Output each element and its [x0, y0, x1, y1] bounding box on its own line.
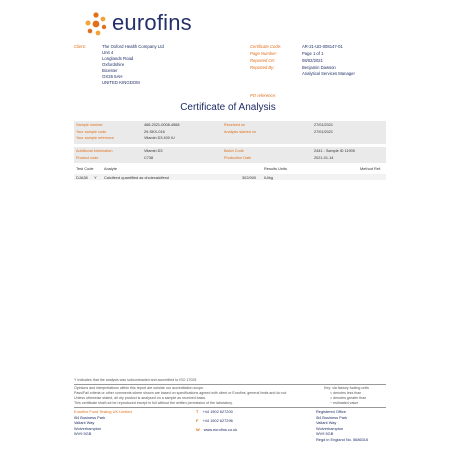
- key-legend: [324, 386, 369, 406]
- table-row: [74, 174, 386, 180]
- your-code-value: 29-SKX-016: [144, 130, 165, 134]
- batch-code-label: Batch Code: [224, 149, 244, 153]
- reg-line: Wolverhampton: [316, 425, 344, 431]
- client-label: Client:: [74, 44, 86, 49]
- client-line: Oxfordshire: [102, 62, 125, 67]
- analysis-started-value: 27/01/2021: [314, 130, 334, 134]
- divider: [74, 407, 386, 408]
- production-date-label: Production Date: [224, 156, 252, 160]
- additional-info-value: Vitamin D3: [144, 149, 163, 153]
- header-results-units: Results Units: [264, 166, 287, 171]
- registered-office: [316, 409, 368, 443]
- meta-value: Page 1 of 1: [302, 51, 324, 56]
- header-method-ref: Method Ref.: [360, 166, 382, 171]
- contact-key: W: [196, 427, 200, 432]
- contact-value: +44 1902 627200: [202, 409, 233, 414]
- contact-fax: [196, 418, 233, 423]
- meta-label: Page Number:: [250, 51, 277, 56]
- row-units: IU/kg: [264, 175, 274, 180]
- product-info-band: [74, 147, 386, 163]
- client-line: OX26 5AH: [102, 74, 123, 79]
- accreditation-note: Y Indicates that the analysis was subcontracted and accredited to ISO 17025: [74, 378, 197, 382]
- eurofins-logo: [84, 10, 204, 40]
- meta-value: AR-21-UD-008147-01: [302, 44, 343, 49]
- reg-line: i54 Business Park: [316, 414, 348, 420]
- client-line: Unit 4: [102, 50, 114, 55]
- your-code-label: Your sample code: [76, 130, 107, 134]
- key-item: ~ estimated value: [330, 401, 359, 405]
- disclaimer-line: Pass/Fail criteria or other comments where shown are based on specifications agreed with client or Eurofins' general limits and do not: [74, 391, 287, 395]
- lab-line: i54 Business Park: [74, 414, 106, 420]
- contact-web: [196, 427, 237, 432]
- contact-phone: [196, 409, 233, 414]
- disclaimer-line: Unless otherwise stated, all dry product is analysed on a sample as received basis.: [74, 396, 207, 400]
- meta-label: Reported On:: [250, 58, 276, 63]
- lab-line: WV9 5GB: [74, 431, 92, 437]
- row-accredited-mark: Y: [94, 175, 97, 180]
- contact-value: www.eurofins.co.uk: [203, 427, 238, 432]
- contact-value: +44 1902 627296: [202, 418, 233, 423]
- disclaimer-line: Opinions and interpretations within this report are outside our accreditation scope.: [74, 386, 205, 390]
- client-line: UNITED KINGDOM: [102, 80, 140, 85]
- meta-label: Certificate Code:: [250, 44, 282, 49]
- sample-number-value: 468-2021-0008-4568: [144, 123, 180, 127]
- client-address: [102, 44, 164, 86]
- lab-line: Valiant Way: [74, 420, 95, 426]
- lab-address: [74, 409, 132, 437]
- additional-info-label: Additional information: [76, 149, 113, 153]
- header-analyte: Analyte: [104, 166, 117, 171]
- contact-key: F: [196, 418, 199, 423]
- reg-line: Valiant Way: [316, 420, 337, 426]
- disclaimer-line: This certificate shall not be reproduced except in full without the written permission of the laboratory.: [74, 401, 233, 405]
- meta-label: Reported By:: [250, 65, 275, 70]
- reg-line: WV9 5GB: [316, 431, 334, 437]
- lab-line: Wolverhampton: [74, 425, 102, 431]
- results-table-header: [74, 165, 386, 172]
- product-code-value: C738: [144, 156, 154, 160]
- production-date-value: 2021-01-14: [314, 156, 334, 160]
- your-reference-value: Vitamin D3 400 IU: [144, 136, 175, 140]
- reg-line: Registered Office: [316, 409, 346, 414]
- key-item: < denotes less than: [330, 391, 362, 395]
- brand-name: eurofins: [112, 10, 192, 35]
- eurofins-dots-icon: [84, 12, 108, 38]
- batch-code-value: 2441 - Sample ID 11905: [314, 149, 355, 153]
- received-label: Received on: [224, 123, 246, 127]
- sample-info-band: [74, 121, 386, 144]
- header-test-code: Test Code: [76, 166, 94, 171]
- meta-value: 08/02/2021: [302, 58, 323, 63]
- received-value: 27/01/2021: [314, 123, 334, 127]
- meta-value: Benjamin Dawson: [302, 65, 336, 70]
- client-line: The Oxford Health Company Ltd: [102, 44, 164, 49]
- row-test-code: DJA38: [76, 175, 88, 180]
- analysis-started-label: Analysis started on: [224, 130, 257, 134]
- document-title: Certificate of Analysis: [180, 102, 276, 113]
- certificate-page: [60, 6, 396, 452]
- client-line: Longlands Road: [102, 56, 134, 61]
- divider: [74, 384, 386, 385]
- meta-value: Analytical Services Manager: [302, 71, 355, 76]
- reg-line: Regd in England No. 5686316: [316, 436, 369, 442]
- row-analyte: Calciferol quantified as cholecalciferol: [104, 175, 170, 180]
- po-reference-label: PO reference:: [250, 93, 277, 98]
- sample-number-label: Sample number: [76, 123, 103, 127]
- key-item: > denotes greater than: [330, 396, 367, 400]
- lab-name: Eurofins Food Testing UK Limited: [74, 409, 132, 414]
- row-result: 302/000: [242, 175, 257, 180]
- key-title: Key: via fastory footing units: [324, 386, 369, 390]
- client-line: Bicester: [102, 68, 118, 73]
- product-code-label: Product code: [76, 156, 99, 160]
- contact-key: T: [196, 409, 199, 414]
- your-reference-label: Your sample reference: [76, 136, 115, 140]
